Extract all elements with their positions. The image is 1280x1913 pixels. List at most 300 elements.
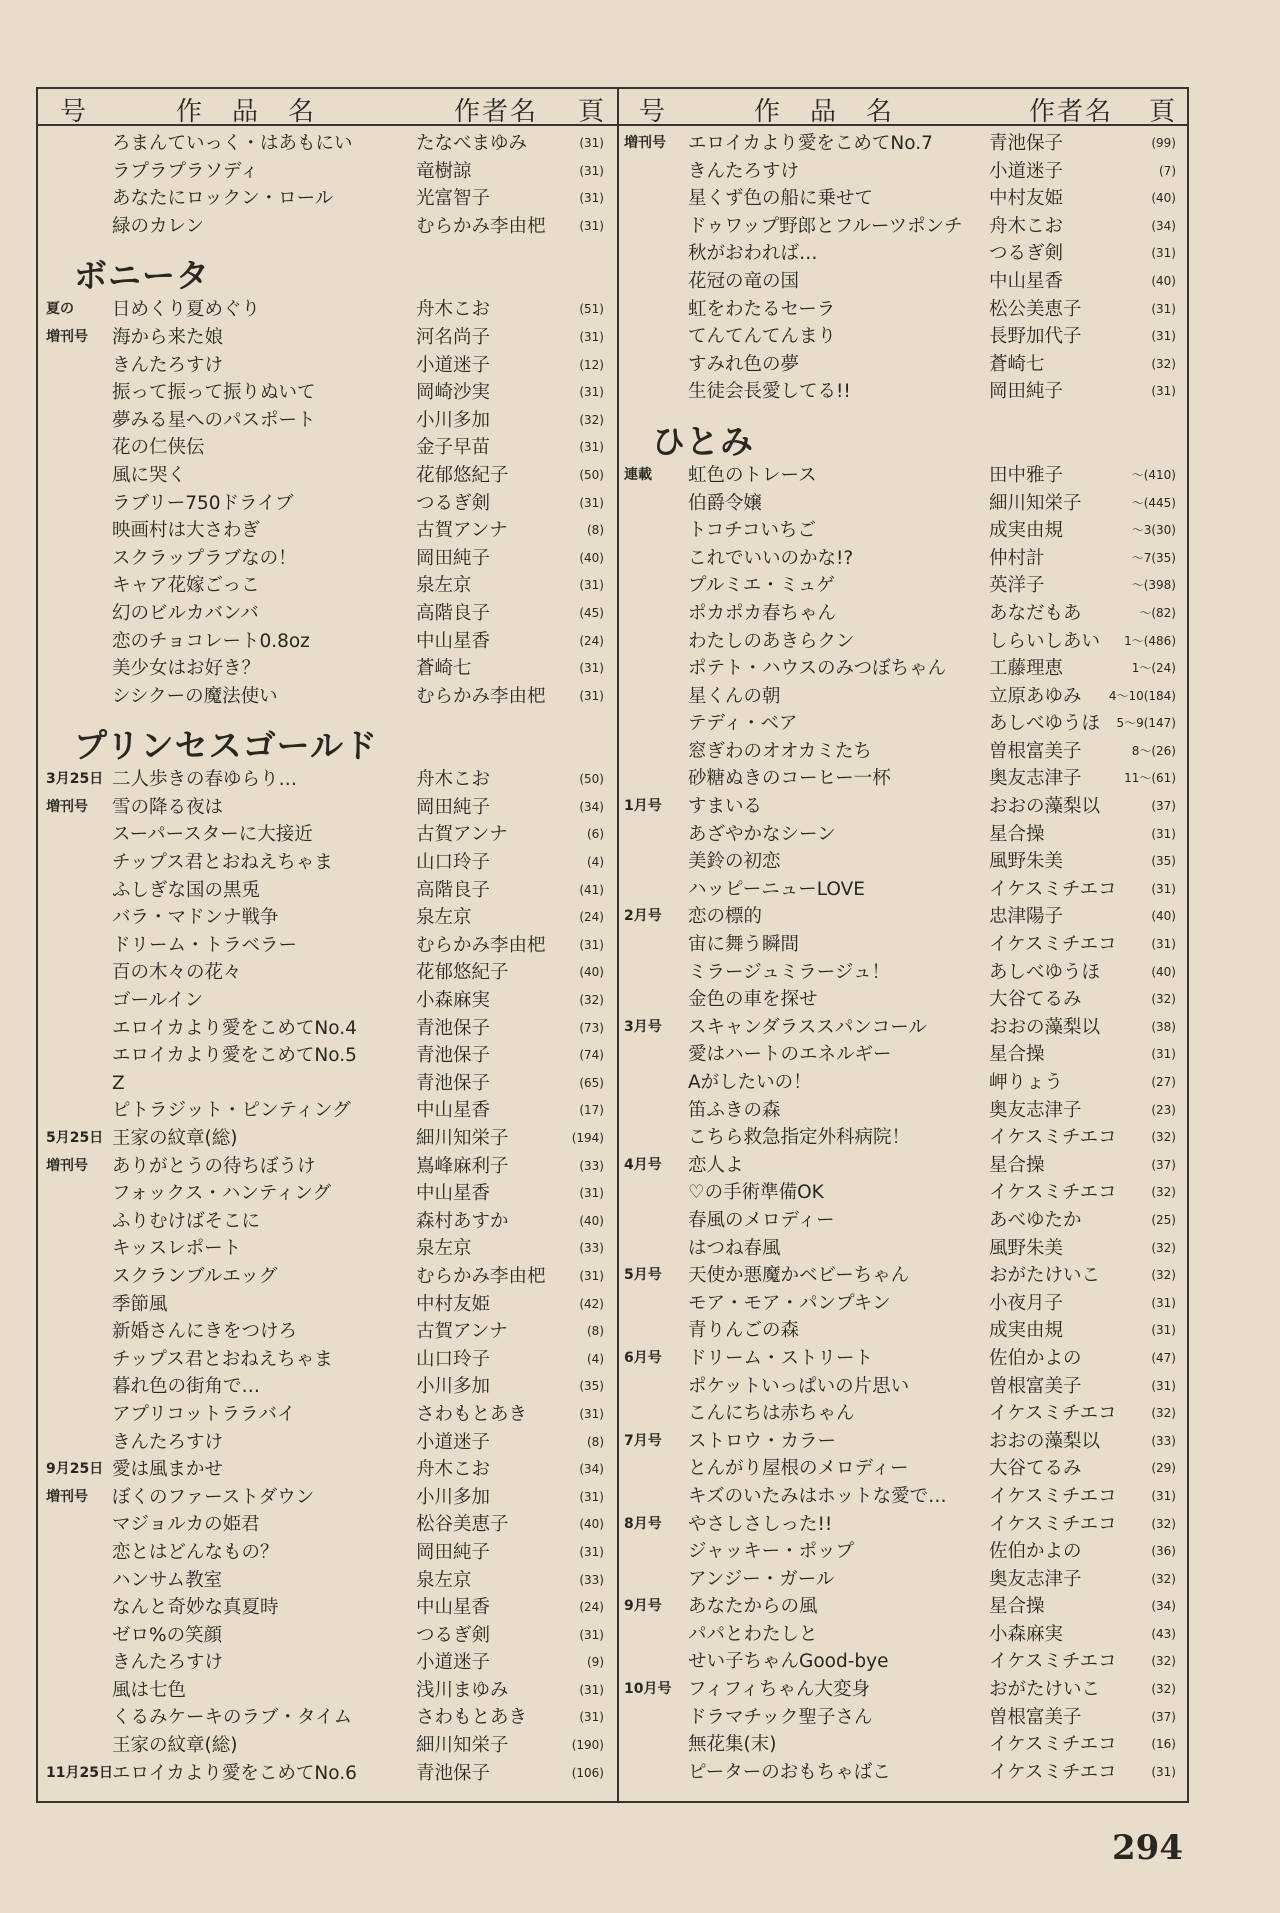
issue-label: 増刊号 [46, 328, 88, 345]
work-title: モア・モア・パンプキン [688, 1292, 891, 1314]
author-name: イケスミチエコ [989, 1651, 1117, 1673]
list-item [46, 1732, 612, 1760]
author-name: 立原あゆみ [989, 685, 1082, 707]
author-name: 曽根富美子 [989, 1706, 1082, 1728]
page-count: 1～(24) [1131, 661, 1176, 676]
author-name: 英洋子 [989, 575, 1045, 597]
author-name: 細川知栄子 [416, 1128, 509, 1149]
list-item [46, 1235, 612, 1263]
list-item [624, 323, 1184, 351]
list-item [46, 1373, 612, 1401]
author-name: 風野朱美 [989, 1237, 1064, 1259]
work-title: マジョルカの姫君 [112, 1514, 260, 1536]
work-title: スーパースターに大接近 [112, 824, 313, 846]
page-count: (31) [579, 440, 604, 455]
right-column-header [619, 87, 1189, 127]
page-count: (35) [579, 1379, 604, 1394]
author-name: 大谷てるみ [989, 989, 1082, 1011]
page-count: (38) [1151, 1019, 1176, 1034]
work-title: 美少女はお好き？ [112, 658, 261, 680]
page-count: (31) [579, 1489, 604, 1504]
author-name: 中山星香 [416, 630, 491, 652]
author-name: 光富智子 [416, 188, 491, 210]
list-item [624, 683, 1184, 711]
author-name: 河名尚子 [416, 326, 491, 348]
work-title: 笛ふきの森 [688, 1099, 781, 1121]
page-count: (31) [1151, 1323, 1176, 1338]
author-name: 星合操 [989, 1044, 1045, 1066]
work-title: 振って振って振りぬいて [112, 382, 316, 404]
author-name: 風野朱美 [989, 851, 1064, 873]
list-item [46, 794, 612, 822]
page-count: (31) [1151, 826, 1176, 841]
list-item [624, 1621, 1184, 1649]
work-title: 花冠の竜の国 [688, 270, 800, 292]
list-item [624, 213, 1184, 241]
list-item [624, 158, 1184, 186]
page-count: (29) [1151, 1461, 1176, 1476]
list-item [624, 1290, 1184, 1318]
work-title: バラ・マドンナ戦争 [112, 907, 279, 929]
work-title: 星くず色の船に乗せて [688, 188, 874, 210]
list-item [46, 1539, 612, 1567]
work-title: きんたろすけ [112, 354, 224, 376]
page-count: (4) [587, 855, 604, 870]
work-title: ゴールイン [112, 990, 204, 1012]
list-item [46, 352, 612, 380]
issue-label: 2月号 [624, 908, 662, 925]
list-item [46, 1346, 612, 1374]
author-name: 成実由規 [989, 520, 1064, 542]
author-name: 小道迷子 [989, 160, 1064, 182]
list-item [46, 904, 612, 932]
list-item [46, 1704, 612, 1732]
page-count: (16) [1151, 1737, 1176, 1752]
list-item [624, 1124, 1184, 1152]
list-item [624, 1731, 1184, 1759]
work-title: アプリコットララバイ [112, 1403, 296, 1425]
page-count: (31) [579, 136, 604, 150]
page-count: (73) [579, 1020, 604, 1035]
author-name: あしべゆうほ [989, 961, 1101, 983]
list-item [624, 1428, 1184, 1456]
header-issue: 号 [60, 97, 89, 127]
issue-label: 5月25日 [46, 1130, 104, 1146]
list-item [46, 1760, 612, 1788]
author-name: 岡田純子 [416, 796, 491, 818]
list-item [46, 1042, 612, 1070]
page-count: (31) [1151, 301, 1176, 316]
page-count: (31) [579, 578, 604, 593]
page-count: ～(410) [1131, 467, 1176, 482]
work-title: 風に哭く [112, 464, 187, 486]
author-name: むらかみ李由杷 [416, 215, 546, 237]
magazine-section-heading [624, 406, 1184, 462]
list-item [46, 1070, 612, 1098]
page-count: (8) [587, 1324, 604, 1339]
list-item [46, 1677, 612, 1705]
work-title: ミラージュミラージュ！ [688, 961, 891, 983]
work-title: スクランブルエッグ [112, 1265, 278, 1287]
author-name: イケスミチエコ [989, 1761, 1117, 1783]
column-divider [617, 87, 619, 1803]
page-count: 1～(486) [1124, 633, 1176, 648]
page-count: (32) [1151, 1240, 1176, 1255]
list-item [624, 600, 1184, 628]
author-name: 舟木こお [416, 1459, 491, 1481]
page-count: (33) [1151, 1433, 1176, 1448]
issue-label: 増刊号 [624, 135, 666, 151]
list-item [624, 655, 1184, 683]
page-count: (31) [1151, 1047, 1176, 1062]
issue-label: 増刊号 [46, 1488, 88, 1505]
author-name: 蒼崎七 [416, 658, 472, 680]
page-count: (31) [579, 329, 604, 344]
list-item [624, 903, 1184, 931]
author-name: つるぎ剣 [989, 243, 1064, 265]
list-item [46, 379, 612, 407]
page-count: (31) [579, 218, 604, 233]
work-title: 恋のチョコレート0.8oz [112, 630, 310, 652]
work-title: キッスレポート [112, 1238, 242, 1260]
list-item [46, 1484, 612, 1512]
list-item [46, 213, 612, 241]
author-name: イケスミチエコ [989, 1485, 1117, 1507]
list-item [624, 876, 1184, 904]
header-title: 作 品 名 [754, 97, 895, 127]
list-item [624, 986, 1184, 1014]
page-count: (31) [579, 385, 604, 400]
author-name: むらかみ李由杷 [416, 934, 546, 956]
page-count: 4～10(184) [1108, 688, 1176, 703]
page-count: (31) [1151, 881, 1176, 896]
author-name: あなだもあ [989, 602, 1082, 624]
page-count: (32) [1151, 1654, 1176, 1669]
work-title: ピトラジット・ピンティング [112, 1100, 351, 1122]
work-title: 天使か悪魔かベビーちゃん [688, 1265, 910, 1287]
page-count: (4) [587, 1351, 604, 1366]
issue-label: 9月25日 [46, 1461, 104, 1478]
author-name: 蒼崎七 [989, 353, 1045, 375]
work-title: なんと奇妙な真夏時 [112, 1597, 279, 1619]
page-count: (31) [1151, 937, 1176, 952]
issue-label: 10月号 [624, 1681, 672, 1698]
list-item [46, 1208, 612, 1236]
list-item [46, 1456, 612, 1484]
author-name: 青池保子 [416, 1072, 491, 1094]
work-title: 秋がおわれば… [688, 243, 818, 265]
author-name: 森村あすか [416, 1210, 509, 1232]
author-name: さわもとあき [416, 1707, 528, 1729]
page-count: (8) [587, 523, 604, 538]
work-title: こんにちは赤ちゃん [688, 1403, 855, 1425]
author-name: 長野加代子 [989, 326, 1082, 348]
page-count: (32) [579, 993, 604, 1008]
author-name: イケスミチエコ [989, 1403, 1117, 1425]
work-title: 美鈴の初恋 [688, 851, 781, 873]
author-name: 舟木こお [416, 769, 491, 791]
page-count: (37) [1151, 799, 1176, 814]
work-title: エロイカより愛をこめてNo.7 [688, 133, 933, 154]
list-item [46, 1125, 612, 1153]
work-title: スクラップラブなの！ [112, 547, 297, 569]
author-name: つるぎ剣 [416, 492, 491, 514]
page-count: (33) [579, 1572, 604, 1587]
author-name: 佐伯かよの [989, 1347, 1082, 1369]
header-title: 作 品 名 [176, 97, 317, 127]
list-item [46, 296, 612, 324]
page-count: (31) [579, 1268, 604, 1283]
work-title: チップス君とおねえちゃま [112, 852, 333, 874]
author-name: 泉左京 [416, 575, 472, 597]
page-count: (40) [579, 1517, 604, 1532]
work-title: きんたろすけ [112, 1652, 224, 1674]
author-name: 松谷美恵子 [416, 1514, 509, 1536]
author-name: 小道迷子 [416, 1431, 491, 1453]
author-name: 泉左京 [416, 907, 472, 929]
section-title: プリンセスゴールド [74, 726, 379, 766]
issue-label: 9月号 [624, 1598, 662, 1615]
page-count: (34) [579, 1462, 604, 1477]
list-item [624, 1538, 1184, 1566]
header-page: 頁 [1149, 97, 1178, 127]
issue-label: 増刊号 [46, 1157, 88, 1174]
author-name: 高階良子 [416, 602, 491, 624]
author-name: 青池保子 [416, 1017, 491, 1039]
list-item [46, 959, 612, 987]
work-title: ドリーム・ストリート [688, 1347, 874, 1369]
author-name: 小川多加 [416, 1486, 491, 1508]
list-item [624, 628, 1184, 656]
list-item [46, 1263, 612, 1291]
author-name: 浅川まゆみ [416, 1679, 509, 1701]
page-count: (32) [1151, 1682, 1176, 1697]
page-count: (34) [1151, 1599, 1176, 1614]
page-count: (31) [579, 495, 604, 510]
list-item [46, 324, 612, 352]
work-title: 恋とはどんなもの？ [112, 1541, 279, 1563]
list-item [624, 1235, 1184, 1263]
list-item [624, 1759, 1184, 1787]
work-title: 花の仁侠伝 [112, 437, 205, 459]
author-name: 山口玲子 [416, 852, 491, 874]
work-title: 王家の紋章(総) [112, 1735, 238, 1757]
list-item [624, 572, 1184, 600]
work-title: 二人歩きの春ゆらり… [112, 769, 298, 791]
author-name: 小森麻実 [416, 990, 491, 1012]
work-title: アンジー・ガール [688, 1568, 835, 1590]
work-title: 百の木々の花々 [112, 962, 242, 984]
author-name: 岡田純子 [416, 1541, 491, 1563]
work-title: くるみケーキのラブ・タイム [112, 1707, 353, 1729]
list-item [624, 1704, 1184, 1732]
header-author: 作者名 [454, 97, 539, 127]
list-item [624, 1566, 1184, 1594]
author-name: 中村友姫 [416, 1293, 491, 1315]
list-item [46, 821, 612, 849]
work-title: 無花集(末) [688, 1734, 777, 1756]
author-name: 岡田純子 [416, 547, 491, 569]
work-title: あざやかなシーン [688, 823, 836, 845]
list-item [624, 268, 1184, 296]
list-item [46, 158, 612, 186]
work-title: キズのいたみはホットな愛で… [688, 1485, 947, 1507]
work-title: キャア花嫁ごっこ [112, 575, 260, 597]
list-item [46, 490, 612, 518]
author-name: 岬りょう [989, 1072, 1064, 1093]
list-item [46, 1180, 612, 1208]
page-count: (32) [1151, 992, 1176, 1007]
page-count: (37) [1151, 1157, 1176, 1172]
page-count: (47) [1151, 1350, 1176, 1365]
author-name: 青池保子 [989, 133, 1064, 154]
list-item [46, 987, 612, 1015]
right-column [624, 130, 1184, 1786]
issue-label: 1月号 [624, 798, 662, 815]
work-title: スキャンダラススパンコール [688, 1016, 927, 1038]
work-title: ゼロ%の笑顔 [112, 1624, 223, 1646]
page-count: (51) [579, 302, 604, 317]
author-name: イケスミチエコ [989, 878, 1117, 900]
list-item [624, 931, 1184, 959]
work-title: ポカポカ春ちゃん [688, 602, 837, 624]
work-title: 金色の車を探せ [688, 989, 818, 1011]
list-item [46, 517, 612, 545]
list-item [624, 378, 1184, 406]
page-count: (25) [1151, 1212, 1176, 1227]
author-name: 花郁悠紀子 [416, 962, 509, 984]
list-item [624, 490, 1184, 518]
author-name: 佐伯かよの [989, 1541, 1082, 1563]
work-title: これでいいのかな!? [688, 547, 854, 569]
author-name: 細川知栄子 [989, 492, 1082, 514]
author-name: イケスミチエコ [989, 1182, 1117, 1204]
author-name: 舟木こお [989, 215, 1064, 237]
page-count: ～(445) [1131, 495, 1176, 510]
list-item [624, 1179, 1184, 1207]
author-name: 奥友志津子 [989, 768, 1082, 790]
page-count: (31) [579, 1186, 604, 1201]
page-count: (32) [1151, 1571, 1176, 1586]
author-name: しらいしあい [989, 630, 1101, 652]
list-item [624, 1041, 1184, 1069]
list-item [624, 710, 1184, 738]
author-name: 青池保子 [416, 1045, 491, 1067]
author-name: 中山星香 [416, 1183, 491, 1205]
list-item [624, 1152, 1184, 1180]
work-title: すみれ色の夢 [688, 353, 800, 375]
author-name: おおの藻梨以 [989, 796, 1101, 818]
issue-label: 6月号 [624, 1349, 662, 1366]
page-count: (194) [571, 1131, 604, 1145]
list-item [624, 738, 1184, 766]
list-item [46, 1401, 612, 1429]
list-item [624, 1014, 1184, 1042]
work-title: せい子ちゃんGood-bye [688, 1651, 889, 1673]
author-name: 中山星香 [416, 1597, 491, 1619]
section-title: ボニータ [74, 256, 210, 296]
list-item [46, 932, 612, 960]
page-count: (50) [579, 772, 604, 787]
author-name: 田中雅子 [989, 464, 1064, 486]
page-count: ～(398) [1131, 578, 1176, 593]
author-name: 曽根富美子 [989, 1375, 1082, 1397]
page-count: (31) [1151, 384, 1176, 399]
work-title: エロイカより愛をこめてNo.5 [112, 1045, 357, 1067]
work-title: すまいる [688, 796, 763, 818]
author-name: イケスミチエコ [989, 1513, 1117, 1535]
page-count: (6) [587, 827, 604, 842]
page-count: (12) [579, 357, 604, 372]
issue-label: 8月号 [624, 1515, 662, 1532]
list-item [624, 462, 1184, 490]
page-count: (50) [579, 467, 604, 482]
author-name: 青池保子 [416, 1762, 491, 1784]
work-title: シシクーの魔法使い [112, 685, 278, 707]
list-item [624, 240, 1184, 268]
page-count: (17) [579, 1103, 604, 1118]
author-name: 高階良子 [416, 879, 491, 901]
page-count: (31) [579, 937, 604, 952]
issue-label: 3月号 [624, 1018, 662, 1035]
page-count: (31) [579, 191, 604, 206]
author-name: 小道迷子 [416, 354, 491, 376]
list-item [624, 517, 1184, 545]
author-name: 花郁悠紀子 [416, 464, 509, 486]
work-title: 風は七色 [112, 1679, 187, 1701]
work-title: プルミエ・ミュゲ [688, 575, 835, 597]
work-title: 映画村は大さわぎ [112, 520, 261, 542]
author-name: 細川知栄子 [416, 1735, 509, 1757]
author-name: 仲村計 [989, 547, 1045, 569]
page-count: (31) [579, 1627, 604, 1642]
work-title: ジャッキー・ポップ [688, 1541, 855, 1563]
author-name: おおの藻梨以 [989, 1016, 1101, 1038]
issue-label: 5月号 [624, 1267, 662, 1284]
work-title: ありがとうの待ちぼうけ [112, 1155, 316, 1177]
author-name: 小川多加 [416, 409, 491, 431]
list-item [46, 600, 612, 628]
page-count: (32) [1151, 1406, 1176, 1421]
page-count: (9) [587, 1655, 604, 1670]
page-count: (31) [1151, 1378, 1176, 1393]
work-title: 生徒会長愛してる!! [688, 381, 851, 403]
work-title: 日めくり夏めぐり [112, 299, 261, 321]
list-item [624, 1593, 1184, 1621]
work-title: ろまんていっく・はあもにい [112, 133, 353, 154]
list-item [624, 545, 1184, 573]
author-name: 竜樹諒 [416, 160, 472, 182]
list-item [624, 1511, 1184, 1539]
list-item [46, 1567, 612, 1595]
work-title: 星くんの朝 [688, 685, 781, 707]
author-name: 中山星香 [416, 1100, 491, 1122]
work-title: ハンサム教室 [112, 1569, 223, 1591]
author-name: 大谷てるみ [989, 1458, 1082, 1480]
section-title: ひとみ [652, 421, 754, 461]
page-count: (37) [1151, 1709, 1176, 1724]
author-name: 松公美恵子 [989, 298, 1082, 320]
page-count: (45) [579, 605, 604, 620]
list-item [624, 1483, 1184, 1511]
author-name: 中村友姫 [989, 188, 1064, 210]
work-title: 暮れ色の街角で… [112, 1376, 261, 1398]
work-title: フィフィちゃん大変身 [688, 1679, 871, 1701]
list-item [46, 1153, 612, 1181]
work-title: やさしさしった!! [688, 1513, 833, 1535]
issue-label: 連載 [624, 466, 652, 483]
page-count: (32) [1151, 1130, 1176, 1145]
